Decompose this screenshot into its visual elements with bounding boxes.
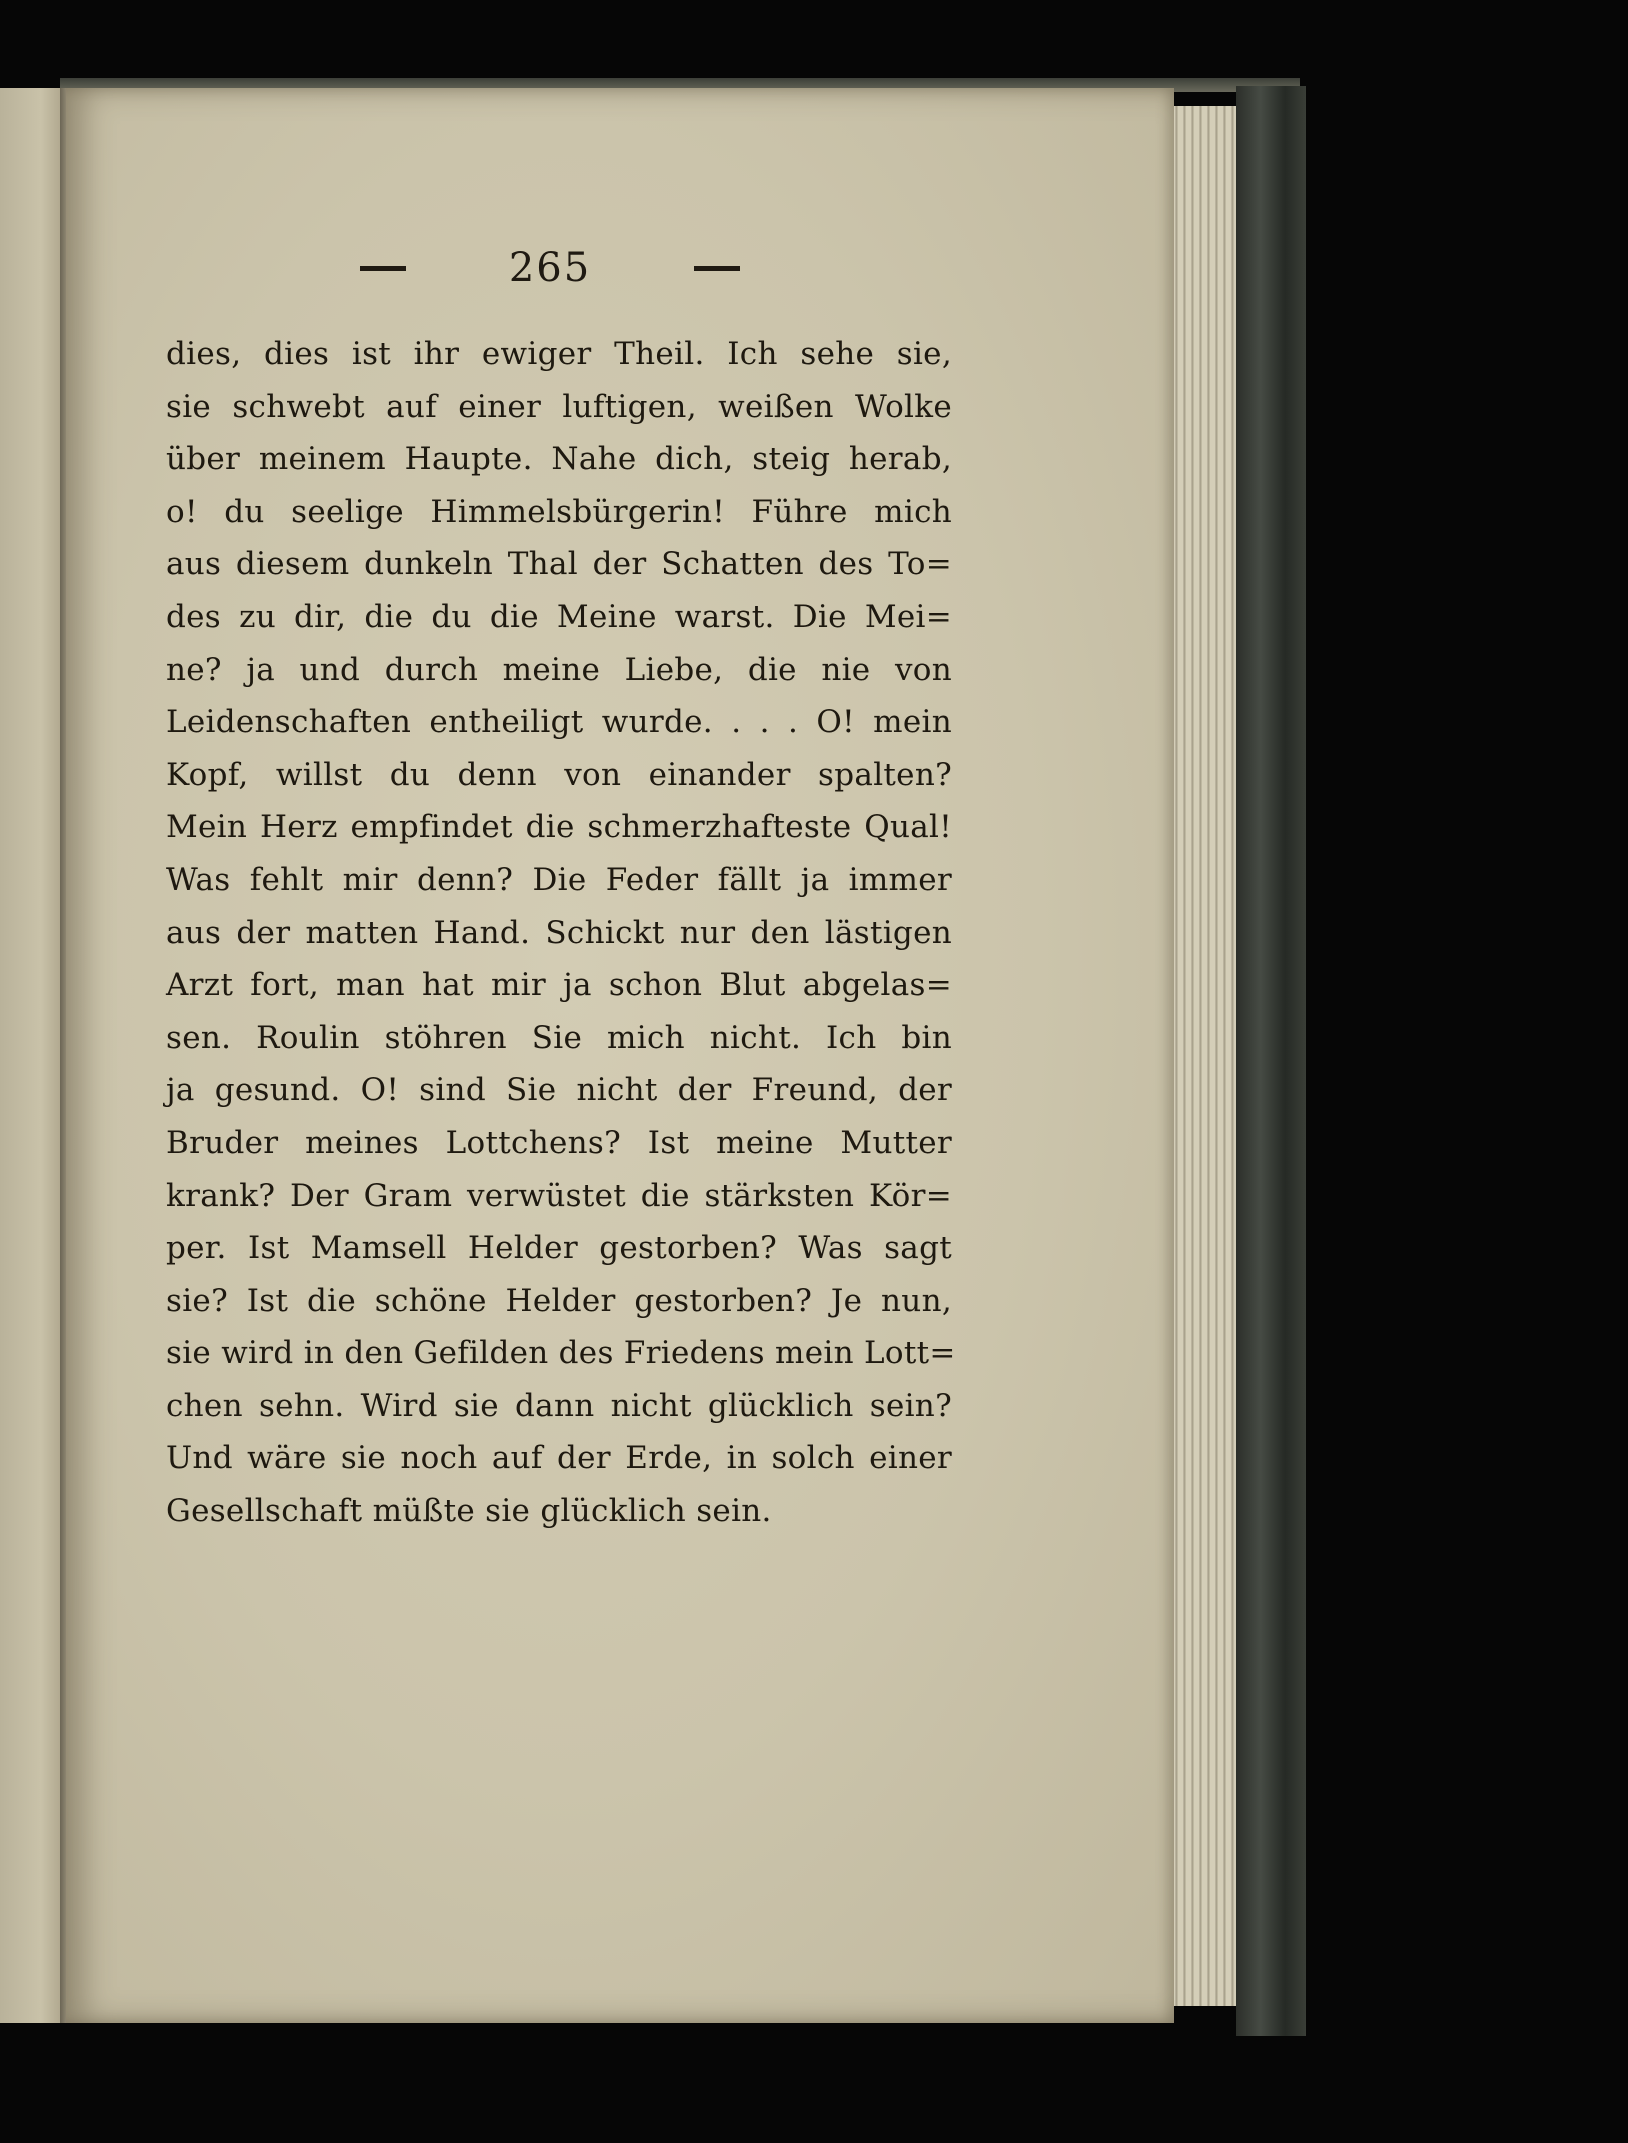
- page-edges: [1168, 106, 1240, 2006]
- text-line: ne? ja und durch meine Liebe, die nie von: [166, 651, 952, 688]
- text-line: sen. Roulin stöhren Sie mich nicht. Ich bin: [166, 1019, 952, 1056]
- text-line: o! du seelige Himmelsbürgerin! Führe mich: [166, 493, 952, 530]
- text-line: Was fehlt mir denn? Die Feder fällt ja immer: [166, 861, 952, 898]
- text-line: aus diesem dunkeln Thal der Schatten des To=: [166, 546, 952, 583]
- text-line: chen sehn. Wird sie dann nicht glücklich sein?: [166, 1387, 952, 1424]
- text-line: Bruder meines Lottchens? Ist meine Mutter: [166, 1124, 952, 1161]
- text-line: Und wäre sie noch auf der Erde, in solch einer: [166, 1440, 952, 1477]
- text-line: Kopf, willst du denn von einander spalten?: [166, 756, 952, 793]
- text-line: des zu dir, die du die Meine warst. Die Mei=: [166, 598, 952, 635]
- text-line: Gesellschaft müßte sie glücklich sein.: [166, 1493, 772, 1530]
- text-line: über meinem Haupte. Nahe dich, steig herab,: [166, 441, 952, 478]
- text-line: Arzt fort, man hat mir ja schon Blut abgelas=: [166, 967, 952, 1004]
- text-line: krank? Der Gram verwüstet die stärksten Kör=: [166, 1177, 952, 1214]
- page-header: [360, 238, 740, 298]
- text-line: sie schwebt auf einer luftigen, weißen Wolke: [166, 388, 952, 425]
- text-line: aus der matten Hand. Schickt nur den lästigen: [166, 914, 952, 951]
- book-cover: [1236, 86, 1306, 2036]
- header-dash-right: [694, 266, 740, 271]
- text-line: ja gesund. O! sind Sie nicht der Freund, der: [166, 1072, 952, 1109]
- text-line: Mein Herz empfindet die schmerzhafteste Qual!: [166, 809, 952, 846]
- text-line: sie? Ist die schöne Helder gestorben? Je nun,: [166, 1282, 952, 1319]
- body-text: [166, 328, 956, 1538]
- text-line: dies, dies ist ihr ewiger Theil. Ich sehe sie,: [166, 336, 952, 372]
- page-number: 265: [508, 245, 592, 291]
- text-line: Leidenschaften entheiligt wurde. . . . O! mein: [166, 704, 952, 741]
- header-dash-left: [360, 266, 406, 271]
- text-line: per. Ist Mamsell Helder gestorben? Was sagt: [166, 1230, 952, 1267]
- text-line: sie wird in den Gefilden des Friedens mein Lott=: [166, 1335, 956, 1372]
- left-facing-page: [0, 88, 68, 2023]
